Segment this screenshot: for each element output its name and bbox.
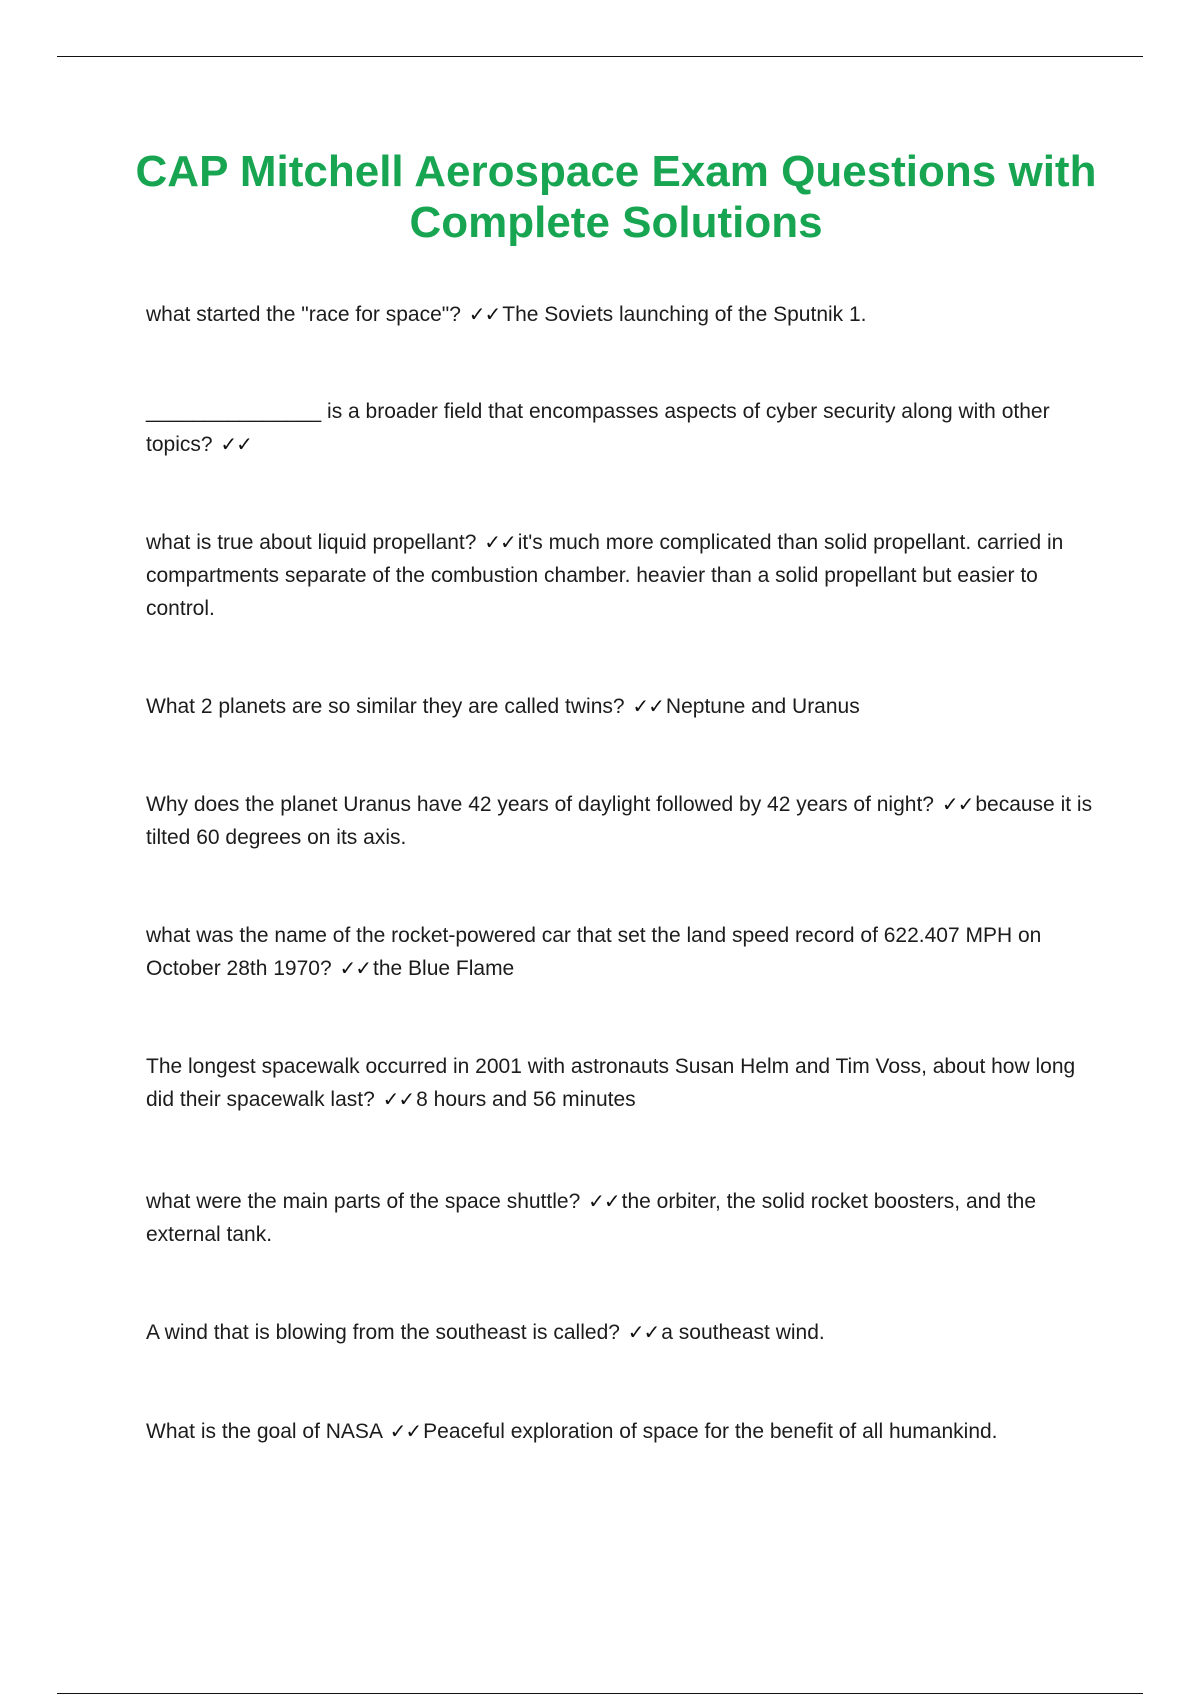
qa-item [146, 1415, 1096, 1448]
question-text: Why does the planet Uranus have 42 years of daylight followed by 42 years of night? [146, 793, 934, 816]
question-text: what was the name of the rocket-powered car that set the land speed record of 622.407 MPH on October 28th 1970? [146, 924, 1042, 980]
top-rule [57, 56, 1143, 57]
question-text: _______________ is a broader field that encompasses aspects of cyber security along with other topics? [146, 400, 1050, 456]
question-text: what were the main parts of the space shuttle? [146, 1190, 581, 1213]
document-title: CAP Mitchell Aerospace Exam Questions with Complete Solutions [135, 147, 1097, 247]
question-text: what started the "race for space"? [146, 303, 461, 326]
answer-text: Peaceful exploration of space for the benefit of all humankind. [423, 1420, 998, 1443]
double-check-icon: ✓✓ [941, 792, 974, 816]
qa-item [146, 395, 1096, 461]
double-check-icon: ✓✓ [220, 432, 252, 456]
bottom-rule [57, 1693, 1143, 1694]
question-text: what is true about liquid propellant? [146, 531, 477, 554]
double-check-icon: ✓✓ [382, 1087, 415, 1111]
answer-text: because it is tilted 60 degrees on its axis. [146, 793, 1093, 849]
double-check-icon: ✓✓ [389, 1419, 422, 1443]
answer-text: it's much more complicated than solid propellant. carried in compartments separate of the combustion chamber. heavier than a solid propellant but easier to control. [146, 531, 1064, 620]
qa-item [146, 919, 1096, 985]
double-check-icon: ✓✓ [632, 694, 664, 718]
double-check-icon: ✓✓ [627, 1320, 660, 1344]
double-check-icon: ✓✓ [468, 302, 501, 326]
double-check-icon: ✓✓ [339, 956, 371, 980]
answer-text: the Blue Flame [373, 957, 515, 980]
answer-text: 8 hours and 56 minutes [416, 1088, 636, 1111]
qa-item [146, 298, 1096, 331]
answer-text: The Soviets launching of the Sputnik 1. [502, 303, 867, 326]
qa-item [146, 526, 1096, 625]
question-text: A wind that is blowing from the southeast is called? [146, 1321, 620, 1344]
question-text: What is the goal of NASA [146, 1420, 382, 1443]
double-check-icon: ✓✓ [588, 1189, 620, 1213]
double-check-icon: ✓✓ [484, 530, 516, 554]
qa-item [146, 1050, 1096, 1116]
qa-item [146, 690, 1096, 723]
answer-text: a southeast wind. [661, 1321, 825, 1344]
answer-text: Neptune and Uranus [665, 695, 860, 718]
qa-item [146, 788, 1096, 854]
answer-text: the orbiter, the solid rocket boosters, and the external tank. [146, 1190, 1037, 1246]
question-text: What 2 planets are so similar they are called twins? [146, 695, 625, 718]
qa-item [146, 1185, 1096, 1251]
qa-item [146, 1316, 1096, 1349]
question-text: The longest spacewalk occurred in 2001 with astronauts Susan Helm and Tim Voss, about how long did their spacewalk last? [146, 1055, 1076, 1111]
